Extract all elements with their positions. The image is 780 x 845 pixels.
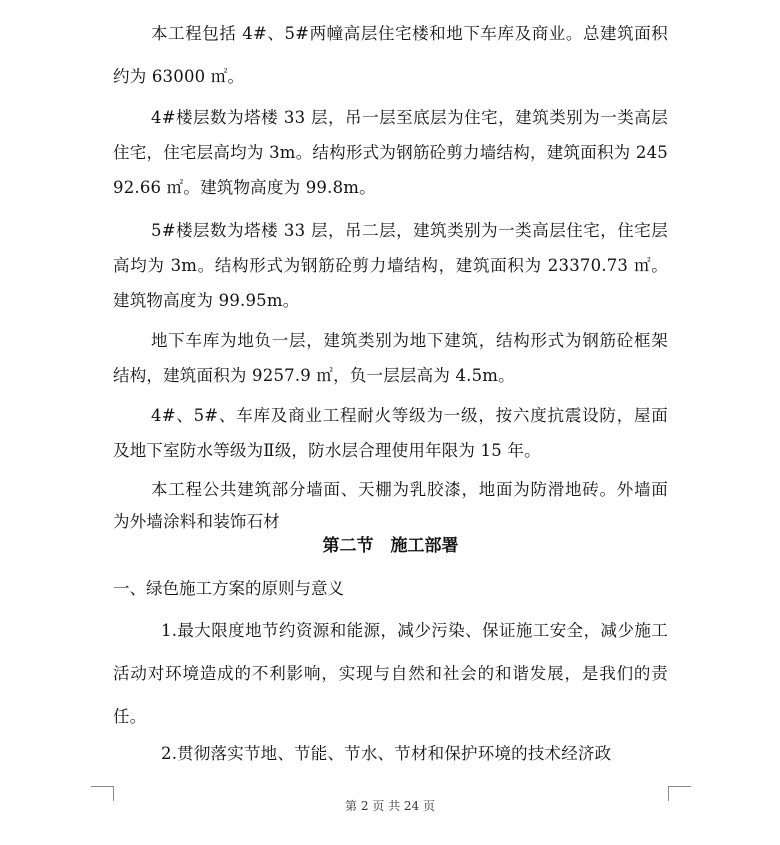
paragraph-project-overview: 本工程包括 4#、5#两幢高层住宅楼和地下车库及商业。总建筑面积约为 63000 ㎡。 [113, 24, 668, 86]
page-number-footer: 第 2 页 共 24 页 [345, 799, 435, 813]
subsection-title: 一、绿色施工方案的原则与意义 [113, 579, 344, 598]
paragraph-building-4: 4#楼层数为塔楼 33 层，吊一层至底层为住宅，建筑类别为一类高层住宅，住宅层高均为 3m。结构形式为钢筋砼剪力墙结构，建筑面积为 24592.66 ㎡。建筑物高度为 99.8m。 [113, 108, 668, 197]
list-item-principle-2: 2.贯彻落实节地、节能、节水、节材和保护环境的技术经济政 [161, 744, 612, 763]
section-title: 第二节 施工部署 [322, 536, 459, 556]
paragraph-building-5: 5#楼层数为塔楼 33 层，吊二层，建筑类别为一类高层住宅，住宅层高均为 3m。结构形式为钢筋砼剪力墙结构，建筑面积为 23370.73 ㎡。建筑物高度为 99.95m。 [113, 221, 668, 310]
paragraph-fire-rating: 4#、5#、车库及商业工程耐火等级为一级，按六度抗震设防，屋面及地下室防水等级为Ⅱ级，防水层合理使用年限为 15 年。 [113, 406, 668, 460]
paragraph-finishes: 本工程公共建筑部分墙面、天棚为乳胶漆，地面为防滑地砖。外墙面为外墙涂料和装饰石材 [113, 480, 668, 531]
paragraph-underground-garage: 地下车库为地负一层，建筑类别为地下建筑，结构形式为钢筋砼框架结构，建筑面积为 9257.9 ㎡，负一层层高为 4.5m。 [113, 331, 668, 385]
list-item-principle-1: 1.最大限度地节约资源和能源，减少污染、保证施工安全，减少施工活动对环境造成的不利影响，实现与自然和社会的和谐发展，是我们的责任。 [113, 621, 668, 726]
